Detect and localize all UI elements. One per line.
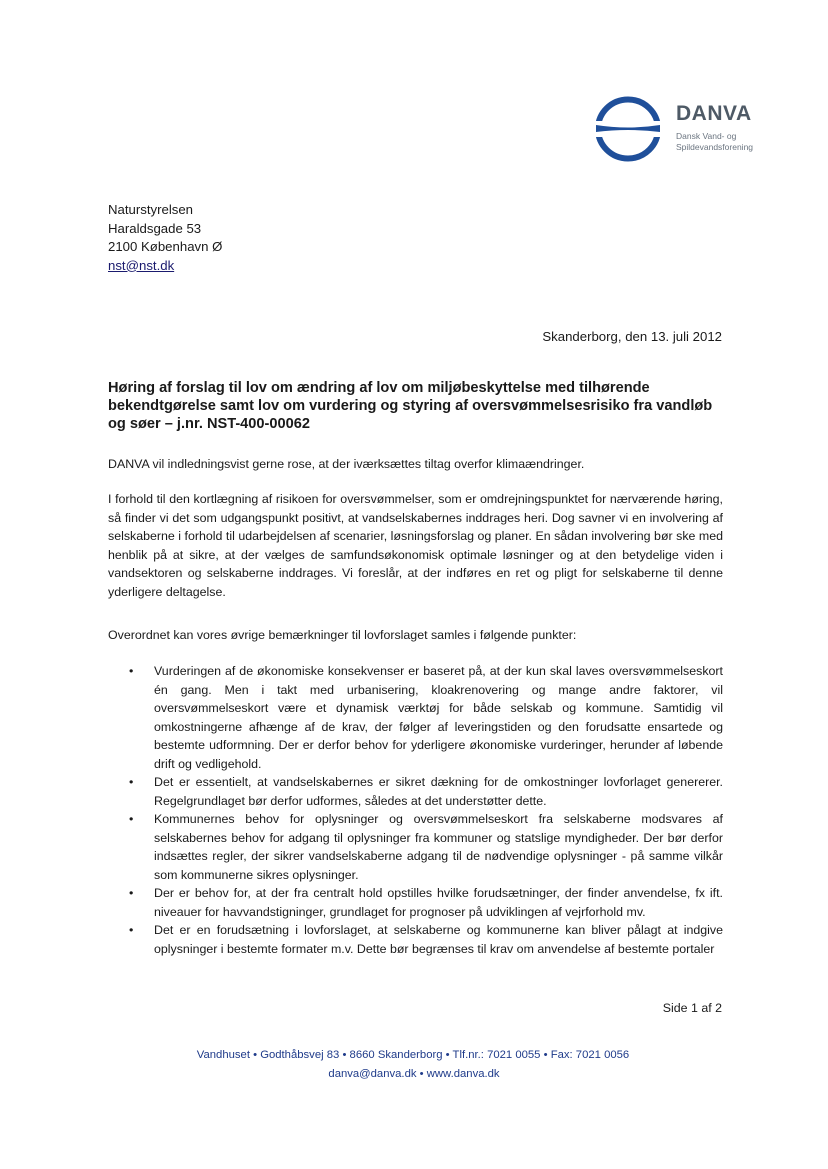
bullet-icon: • <box>129 886 134 900</box>
list-item-text: Det er essentielt, at vandselskabernes er sikret dækning for de omkostninger lovforlaget genererer. Regelgrundlaget bør derfor udformes, således at det understøtter dette. <box>154 775 723 808</box>
letter-date: Skanderborg, den 13. juli 2012 <box>542 329 722 344</box>
recipient-street: Haraldsgade 53 <box>108 220 202 236</box>
logo-tagline <box>676 131 753 153</box>
list-item-text: Der er behov for, at der fra centralt hold opstilles hvilke forudsætninger, der finder anvendelse, fx ift. niveauer for havvandstigninger, grundlaget for prognoser på udviklingen af vejrforhold mv. <box>154 886 723 919</box>
page-number: Side 1 af 2 <box>662 1001 722 1015</box>
danva-logo-mark <box>592 94 664 164</box>
logo-wordmark: DANVA <box>676 102 752 125</box>
recipient-name: Naturstyrelsen <box>108 202 194 217</box>
recipient-email-link[interactable]: nst@nst.dk <box>108 257 175 273</box>
bullet-icon: • <box>129 664 134 678</box>
logo-tagline-line2: Spildevandsforening <box>676 142 754 152</box>
list-item-text: Vurderingen af de økonomiske konsekvenser er baseret på, at der kun skal laves oversvømmelseskort én gang. Men i takt med urbanisering, kloakrenovering og mange andre faktorer, vil oversvømmelseskort være et dynamisk værktøj for både selskab og kommune. Samtidig vil omkostningerne afhænge af de krav, der følger af leveringstiden og den forudsatte ensartede og bestemte udformning. Der er derfor behov for yderligere økonomiske vurderinger, herunder af løbende drift og vedligehold. <box>154 664 723 771</box>
footer-contact: danva@danva.dk • www.danva.dk <box>328 1068 500 1080</box>
remarks-list <box>108 662 723 958</box>
logo-tagline-line1: Dansk Vand- og <box>676 131 737 141</box>
main-paragraph: I forhold til den kortlægning af risikoen for oversvømmelser, som er omdrejningspunktet for nærværende høring, så finder vi det som udgangspunkt positivt, at vandselskabernes inddrages heri. Dog savner vi en involvering af selskaberne i forhold til udarbejdelsen af scenarier, løsningsforslag og planer. En sådan involvering bør ske med henblik på at sikre, at der vælges de samfundsøkonomisk optimale løsninger og at den betydelige viden i vandsektoren og selskaberne inddrages. Vi foreslår, at der indføres en ret og pligt for selskaberne til denne yderligere deltagelse. <box>108 492 723 599</box>
intro-paragraph: DANVA vil indledningsvist gerne rose, at der iværksættes tiltag overfor klimaændringer. <box>108 457 585 471</box>
list-item <box>108 921 723 958</box>
bullet-icon: • <box>129 775 134 789</box>
list-item <box>108 810 723 884</box>
danva-logo <box>592 94 772 164</box>
list-item-text: Det er en forudsætning i lovforslaget, at selskaberne og kommunerne kan bliver pålagt at indgive oplysninger i bestemte formater m.v. Dette bør begrænses til krav om anvendelse af bestemte portaler <box>154 923 723 956</box>
recipient-city: 2100 København Ø <box>108 239 223 254</box>
bullet-icon: • <box>129 812 134 826</box>
list-item-text: Kommunernes behov for oplysninger og oversvømmelseskort fra selskaberne modsvares af selskabernes behov for adgang til oplysninger fra kommuner og statslige myndigheder. Der bør derfor indsættes regler, der sikrer vandselskaberne adgang til de nødvendige oplysninger - på samme vilkår som kommunerne sikres oplysninger. <box>154 812 723 882</box>
list-item <box>108 773 723 810</box>
letter-subject: Høring af forslag til lov om ændring af lov om miljøbeskyttelse med tilhørende bekendtgørelse samt lov om vurdering og styring af oversvømmelsesrisiko fra vandløb og søer – j.nr. NST-400-00062 <box>108 380 713 432</box>
recipient-address <box>108 201 222 275</box>
list-item <box>108 662 723 773</box>
list-item <box>108 884 723 921</box>
footer-address: Vandhuset • Godthåbsvej 83 • 8660 Skanderborg • Tlf.nr.: 7021 0055 • Fax: 7021 0056 <box>196 1049 630 1061</box>
bullet-icon: • <box>129 923 134 937</box>
overview-paragraph: Overordnet kan vores øvrige bemærkninger til lovforslaget samles i følgende punkter: <box>108 628 577 642</box>
